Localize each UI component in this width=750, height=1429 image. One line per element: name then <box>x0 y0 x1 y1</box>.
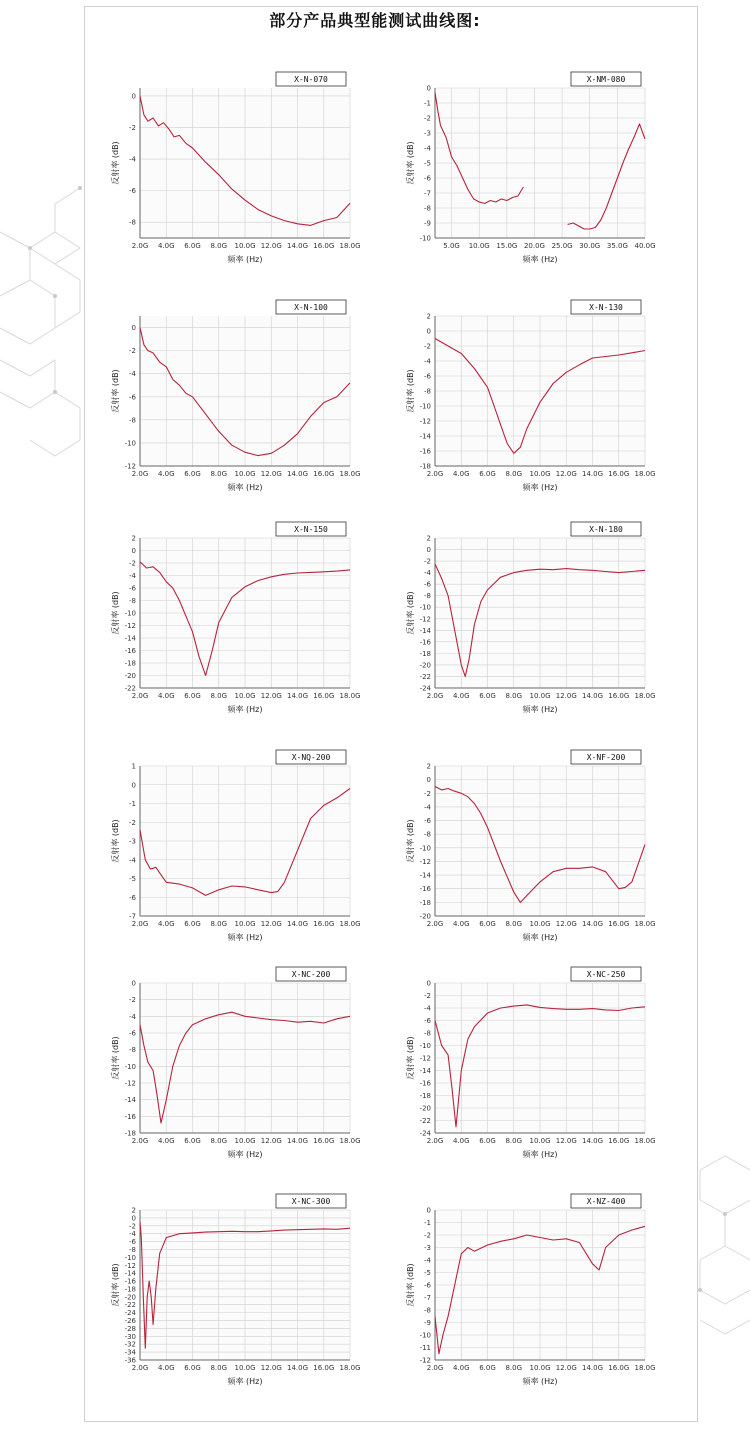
x-tick-label: 4.0G <box>452 692 470 700</box>
y-tick-label: -22 <box>419 672 431 681</box>
y-tick-label: -6 <box>129 393 136 402</box>
x-tick-label: 14.0G <box>581 692 604 700</box>
y-tick-label: 2 <box>426 312 431 321</box>
x-tick-label: 16.0G <box>608 692 630 700</box>
x-tick-label: 18.0G <box>634 1137 656 1145</box>
y-tick-label: -14 <box>124 1269 136 1278</box>
y-tick-label: -3 <box>424 1244 431 1252</box>
x-tick-label: 6.0G <box>479 1137 496 1145</box>
y-axis-label: 反射率 (dB) <box>111 819 120 863</box>
y-tick-label: -14 <box>419 432 431 441</box>
x-tick-label: 18.0G <box>634 692 656 700</box>
x-tick-label: 35.0G <box>606 242 628 250</box>
x-tick-label: 8.0G <box>210 1137 228 1145</box>
y-tick-label: -18 <box>419 898 431 907</box>
x-tick-label: 16.0G <box>313 1364 335 1372</box>
y-tick-label: -2 <box>424 789 431 798</box>
x-tick-label: 2.0G <box>131 692 149 700</box>
chart-x-nf-200 <box>405 746 670 951</box>
x-tick-label: 8.0G <box>505 1364 523 1372</box>
x-tick-label: 10.0G <box>529 920 551 928</box>
legend-label: X-NQ-200 <box>291 753 331 762</box>
y-tick-label: -5 <box>424 1269 431 1277</box>
y-tick-label: -12 <box>419 417 431 426</box>
y-tick-label: -4 <box>129 572 136 580</box>
x-tick-label: 10.0G <box>234 470 256 478</box>
x-tick-label: 25.0G <box>551 242 573 250</box>
x-tick-label: 16.0G <box>313 470 335 478</box>
y-tick-label: -12 <box>419 1054 431 1063</box>
x-tick-label: 12.0G <box>555 692 577 700</box>
y-tick-label: 0 <box>426 84 431 93</box>
y-tick-label: -16 <box>419 447 431 456</box>
y-tick-label: -11 <box>419 1344 431 1352</box>
x-tick-label: 10.0G <box>529 470 551 478</box>
y-tick-label: -2 <box>129 559 136 568</box>
y-tick-label: -6 <box>424 580 431 589</box>
x-tick-label: 2.0G <box>131 1137 149 1145</box>
x-tick-label: 14.0G <box>581 1137 604 1145</box>
x-axis-label: 频率 (Hz) <box>522 933 558 942</box>
y-tick-label: -8 <box>424 387 431 396</box>
x-tick-label: 10.0G <box>529 1364 551 1372</box>
chart-x-nm-080 <box>405 68 670 273</box>
x-tick-label: 12.0G <box>260 242 282 250</box>
y-tick-label: -14 <box>419 626 431 635</box>
x-tick-label: 4.0G <box>157 1364 175 1372</box>
x-tick-label: 10.0G <box>529 1137 551 1145</box>
y-tick-label: -10 <box>124 1253 136 1262</box>
y-tick-label: -12 <box>419 615 431 624</box>
x-tick-label: 14.0G <box>286 242 309 250</box>
chart-x-nc-250 <box>405 963 670 1168</box>
y-tick-label: -18 <box>124 659 136 668</box>
x-axis-label: 频率 (Hz) <box>522 1377 558 1386</box>
y-tick-label: -4 <box>424 144 431 153</box>
x-tick-label: 18.0G <box>634 1364 656 1372</box>
y-tick-label: 0 <box>426 546 431 555</box>
x-tick-label: 18.0G <box>339 1137 361 1145</box>
x-tick-label: 20.0G <box>523 242 545 250</box>
y-tick-label: -12 <box>124 622 136 630</box>
y-tick-label: -18 <box>419 1092 431 1100</box>
y-tick-label: -14 <box>419 871 431 880</box>
x-tick-label: 4.0G <box>157 470 175 478</box>
y-tick-label: -8 <box>424 1306 431 1315</box>
y-tick-label: -12 <box>124 1261 136 1270</box>
y-tick-label: -6 <box>129 1238 136 1247</box>
y-tick-label: -18 <box>419 649 431 658</box>
x-axis-label: 频率 (Hz) <box>227 705 263 714</box>
x-tick-label: 10.0G <box>234 1364 256 1372</box>
y-tick-label: -8 <box>424 1029 431 1038</box>
y-tick-label: 0 <box>131 979 136 988</box>
x-tick-label: 4.0G <box>452 1137 470 1145</box>
x-tick-label: 14.0G <box>581 1364 604 1372</box>
chart-x-n-070 <box>110 68 375 273</box>
legend-label: X-NC-250 <box>586 970 626 979</box>
y-tick-label: -16 <box>124 1112 136 1121</box>
y-tick-label: -8 <box>129 1245 136 1254</box>
y-tick-label: -4 <box>424 1256 431 1265</box>
x-axis-label: 频率 (Hz) <box>522 255 558 264</box>
y-axis-label: 反射率 (dB) <box>111 591 120 635</box>
y-tick-label: -16 <box>419 885 431 894</box>
y-axis-label: 反射率 (dB) <box>111 1036 120 1080</box>
chart-x-nz-400 <box>405 1190 670 1395</box>
x-tick-label: 4.0G <box>157 692 175 700</box>
x-tick-label: 8.0G <box>505 920 523 928</box>
y-tick-label: -1 <box>424 1219 431 1227</box>
y-tick-label: -22 <box>124 684 136 693</box>
y-tick-label: -2 <box>424 342 431 351</box>
x-tick-label: 6.0G <box>479 1364 496 1372</box>
y-axis-label: 反射率 (dB) <box>111 369 120 413</box>
y-tick-label: -12 <box>124 462 136 471</box>
x-tick-label: 5.0G <box>443 242 460 250</box>
x-tick-label: 8.0G <box>210 692 228 700</box>
x-tick-label: 12.0G <box>260 1364 282 1372</box>
y-tick-label: -2 <box>129 347 136 356</box>
x-tick-label: 6.0G <box>479 920 496 928</box>
y-tick-label: 0 <box>131 547 136 555</box>
chart-x-n-180 <box>405 518 670 723</box>
y-tick-label: -12 <box>419 1356 431 1365</box>
x-tick-label: 12.0G <box>555 1137 577 1145</box>
y-tick-label: -7 <box>129 912 136 921</box>
y-tick-label: -6 <box>129 187 136 196</box>
x-tick-label: 14.0G <box>581 920 604 928</box>
x-tick-label: 16.0G <box>608 1137 630 1145</box>
y-tick-label: -24 <box>419 1129 431 1138</box>
y-tick-label: -6 <box>129 1029 136 1038</box>
x-tick-label: 14.0G <box>286 1137 309 1145</box>
chart-x-n-100 <box>110 296 375 501</box>
y-tick-label: -10 <box>419 1042 431 1050</box>
y-tick-label: -14 <box>124 634 136 643</box>
legend-label: X-N-180 <box>589 525 623 534</box>
y-tick-label: -36 <box>124 1356 136 1365</box>
y-tick-label: 0 <box>131 324 136 333</box>
y-tick-label: -5 <box>424 159 431 168</box>
legend-label: X-NF-200 <box>586 753 626 762</box>
x-tick-label: 16.0G <box>313 1137 335 1145</box>
y-axis-label: 反射率 (dB) <box>111 1263 120 1307</box>
y-tick-label: -14 <box>419 1067 431 1075</box>
x-tick-label: 6.0G <box>479 692 496 700</box>
y-tick-label: -20 <box>419 661 431 670</box>
y-tick-label: -7 <box>424 189 431 198</box>
x-tick-label: 16.0G <box>608 920 630 928</box>
y-axis-label: 反射率 (dB) <box>111 141 120 185</box>
legend-label: X-N-130 <box>589 303 623 312</box>
y-tick-label: -9 <box>424 1319 431 1327</box>
x-tick-label: 10.0G <box>234 242 256 250</box>
y-tick-label: 0 <box>131 1214 136 1223</box>
y-tick-label: -6 <box>424 372 431 381</box>
y-tick-label: -8 <box>424 830 431 839</box>
y-tick-label: -10 <box>419 234 431 243</box>
x-tick-label: 12.0G <box>260 920 282 928</box>
y-tick-label: -2 <box>129 1222 136 1231</box>
x-tick-label: 14.0G <box>286 920 309 928</box>
x-axis-label: 频率 (Hz) <box>227 1150 263 1159</box>
x-axis-label: 频率 (Hz) <box>227 1377 263 1386</box>
y-tick-label: -12 <box>419 857 431 866</box>
y-tick-label: -22 <box>124 1301 136 1310</box>
x-axis-label: 频率 (Hz) <box>522 705 558 714</box>
legend-label: X-N-070 <box>294 75 328 84</box>
y-tick-label: -6 <box>129 584 136 593</box>
y-tick-label: -6 <box>424 1281 431 1290</box>
x-tick-label: 16.0G <box>608 1364 630 1372</box>
x-tick-label: 10.0G <box>234 692 256 700</box>
x-tick-label: 2.0G <box>426 1137 444 1145</box>
x-tick-label: 10.0G <box>468 242 490 250</box>
legend-label: X-NC-200 <box>291 970 331 979</box>
legend-label: X-NZ-400 <box>586 1197 626 1206</box>
x-tick-label: 16.0G <box>313 242 335 250</box>
x-tick-label: 6.0G <box>184 242 201 250</box>
y-tick-label: -1 <box>424 99 431 108</box>
y-tick-label: -2 <box>424 557 431 566</box>
x-tick-label: 6.0G <box>479 470 496 478</box>
x-tick-label: 14.0G <box>286 692 309 700</box>
y-tick-label: -10 <box>124 609 136 618</box>
y-axis-label: 反射率 (dB) <box>406 1263 415 1307</box>
y-tick-label: -18 <box>124 1129 136 1138</box>
y-tick-label: -16 <box>124 647 136 655</box>
y-tick-label: -10 <box>419 1331 431 1340</box>
y-tick-label: -5 <box>129 875 136 883</box>
y-tick-label: -8 <box>129 416 136 425</box>
x-tick-label: 2.0G <box>426 920 444 928</box>
y-tick-label: -10 <box>124 1062 136 1071</box>
y-tick-label: 0 <box>426 979 431 988</box>
x-tick-label: 18.0G <box>339 242 361 250</box>
y-tick-label: -10 <box>419 603 431 612</box>
x-tick-label: 4.0G <box>157 920 175 928</box>
y-tick-label: -8 <box>129 597 136 605</box>
x-tick-label: 6.0G <box>184 692 201 700</box>
x-tick-label: 4.0G <box>157 242 175 250</box>
y-tick-label: -18 <box>124 1285 136 1294</box>
x-tick-label: 8.0G <box>505 1137 523 1145</box>
y-tick-label: -8 <box>129 218 136 227</box>
y-tick-label: -20 <box>124 1293 136 1302</box>
x-tick-label: 40.0G <box>634 242 656 250</box>
y-tick-label: -4 <box>424 569 431 578</box>
y-tick-label: -22 <box>419 1117 431 1125</box>
y-tick-label: -8 <box>424 592 431 601</box>
chart-x-nc-300 <box>110 1190 375 1395</box>
legend-label: X-NC-300 <box>291 1197 331 1206</box>
x-tick-label: 18.0G <box>339 692 361 700</box>
chart-x-n-150 <box>110 518 375 723</box>
y-tick-label: -8 <box>129 1046 136 1055</box>
y-tick-label: 0 <box>131 92 136 101</box>
x-axis-label: 频率 (Hz) <box>227 933 263 942</box>
x-tick-label: 18.0G <box>634 920 656 928</box>
y-tick-label: -24 <box>419 684 431 693</box>
chart-x-nc-200 <box>110 963 375 1168</box>
x-tick-label: 6.0G <box>184 1364 201 1372</box>
y-tick-label: -4 <box>129 370 136 379</box>
x-tick-label: 14.0G <box>581 470 604 478</box>
x-tick-label: 2.0G <box>131 470 149 478</box>
x-tick-label: 15.0G <box>496 242 518 250</box>
y-tick-label: -20 <box>124 672 136 680</box>
legend-label: X-NM-080 <box>586 75 626 84</box>
y-tick-label: -20 <box>419 1104 431 1113</box>
x-tick-label: 2.0G <box>426 1364 444 1372</box>
y-tick-label: -4 <box>129 1012 136 1021</box>
x-tick-label: 18.0G <box>339 920 361 928</box>
y-tick-label: -4 <box>424 1004 431 1013</box>
x-tick-label: 8.0G <box>210 470 228 478</box>
x-axis-label: 频率 (Hz) <box>522 483 558 492</box>
x-tick-label: 30.0G <box>579 242 601 250</box>
x-axis-label: 频率 (Hz) <box>227 255 263 264</box>
y-tick-label: 0 <box>131 781 136 790</box>
x-tick-label: 12.0G <box>260 470 282 478</box>
y-tick-label: -4 <box>129 1230 136 1239</box>
y-tick-label: -7 <box>424 1294 431 1302</box>
y-tick-label: 2 <box>131 534 136 543</box>
x-tick-label: 2.0G <box>131 920 149 928</box>
y-tick-label: 2 <box>426 762 431 771</box>
y-tick-label: -8 <box>424 204 431 213</box>
y-tick-label: -2 <box>129 123 136 132</box>
x-tick-label: 14.0G <box>286 470 309 478</box>
x-tick-label: 8.0G <box>210 1364 228 1372</box>
y-tick-label: -30 <box>124 1332 136 1341</box>
x-tick-label: 12.0G <box>260 1137 282 1145</box>
x-tick-label: 12.0G <box>555 920 577 928</box>
y-tick-label: -12 <box>124 1079 136 1088</box>
y-tick-label: -16 <box>419 638 431 647</box>
x-tick-label: 12.0G <box>260 692 282 700</box>
y-tick-label: -6 <box>424 1017 431 1025</box>
y-axis-label: 反射率 (dB) <box>406 591 415 635</box>
x-tick-label: 10.0G <box>234 1137 256 1145</box>
y-tick-label: -1 <box>129 800 136 808</box>
x-tick-label: 2.0G <box>131 1364 149 1372</box>
y-tick-label: -6 <box>424 817 431 826</box>
y-axis-label: 反射率 (dB) <box>406 369 415 413</box>
y-tick-label: 0 <box>426 776 431 785</box>
y-tick-label: -2 <box>424 1231 431 1240</box>
y-tick-label: -34 <box>124 1348 136 1357</box>
x-tick-label: 18.0G <box>339 470 361 478</box>
y-tick-label: -4 <box>424 803 431 812</box>
y-tick-label: -10 <box>419 844 431 853</box>
x-tick-label: 12.0G <box>555 470 577 478</box>
y-tick-label: 0 <box>426 1206 431 1215</box>
y-tick-label: -2 <box>129 818 136 827</box>
y-tick-label: -3 <box>424 129 431 138</box>
chart-x-n-130 <box>405 296 670 501</box>
x-tick-label: 2.0G <box>426 692 444 700</box>
x-tick-label: 16.0G <box>313 692 335 700</box>
y-tick-label: -3 <box>129 837 136 846</box>
x-tick-label: 16.0G <box>313 920 335 928</box>
page-title: 部分产品典型能测试曲线图: <box>269 11 481 30</box>
y-tick-label: -16 <box>419 1079 431 1088</box>
x-tick-label: 16.0G <box>608 470 630 478</box>
legend-label: X-N-100 <box>294 303 328 312</box>
y-tick-label: 2 <box>131 1206 136 1215</box>
y-axis-label: 反射率 (dB) <box>406 1036 415 1080</box>
y-tick-label: -18 <box>419 462 431 471</box>
x-tick-label: 8.0G <box>210 920 228 928</box>
y-tick-label: -10 <box>419 402 431 411</box>
x-tick-label: 4.0G <box>452 470 470 478</box>
y-tick-label: -24 <box>124 1309 136 1318</box>
y-axis-label: 反射率 (dB) <box>406 819 415 863</box>
legend-label: X-N-150 <box>294 525 328 534</box>
x-tick-label: 4.0G <box>157 1137 175 1145</box>
y-tick-label: -2 <box>424 992 431 1000</box>
y-tick-label: -10 <box>124 439 136 448</box>
x-tick-label: 6.0G <box>184 1137 201 1145</box>
y-tick-label: -20 <box>419 912 431 921</box>
x-tick-label: 12.0G <box>555 1364 577 1372</box>
y-tick-label: -2 <box>424 114 431 123</box>
x-tick-label: 8.0G <box>210 242 228 250</box>
y-tick-label: -4 <box>129 155 136 164</box>
x-tick-label: 18.0G <box>339 1364 361 1372</box>
x-tick-label: 4.0G <box>452 920 470 928</box>
y-tick-label: -4 <box>129 856 136 865</box>
x-tick-label: 8.0G <box>505 470 523 478</box>
y-tick-label: -14 <box>124 1096 136 1105</box>
x-tick-label: 2.0G <box>131 242 149 250</box>
y-tick-label: -4 <box>424 357 431 366</box>
x-tick-label: 10.0G <box>234 920 256 928</box>
x-tick-label: 14.0G <box>286 1364 309 1372</box>
y-tick-label: -2 <box>129 996 136 1005</box>
x-axis-label: 频率 (Hz) <box>227 483 263 492</box>
y-tick-label: 2 <box>426 534 431 543</box>
x-tick-label: 6.0G <box>184 470 201 478</box>
y-tick-label: -26 <box>124 1317 136 1326</box>
y-tick-label: -16 <box>124 1277 136 1286</box>
x-tick-label: 2.0G <box>426 470 444 478</box>
chart-x-nq-200 <box>110 746 375 951</box>
y-tick-label: -32 <box>124 1340 136 1349</box>
x-tick-label: 4.0G <box>452 1364 470 1372</box>
y-axis-label: 反射率 (dB) <box>406 141 415 185</box>
x-tick-label: 18.0G <box>634 470 656 478</box>
x-tick-label: 10.0G <box>529 692 551 700</box>
y-tick-label: 1 <box>131 762 136 771</box>
y-tick-label: -6 <box>129 893 136 902</box>
y-tick-label: 0 <box>426 327 431 336</box>
y-tick-label: -9 <box>424 219 431 228</box>
x-tick-label: 8.0G <box>505 692 523 700</box>
y-tick-label: -28 <box>124 1324 136 1333</box>
x-tick-label: 6.0G <box>184 920 201 928</box>
y-tick-label: -6 <box>424 174 431 183</box>
x-axis-label: 频率 (Hz) <box>522 1150 558 1159</box>
